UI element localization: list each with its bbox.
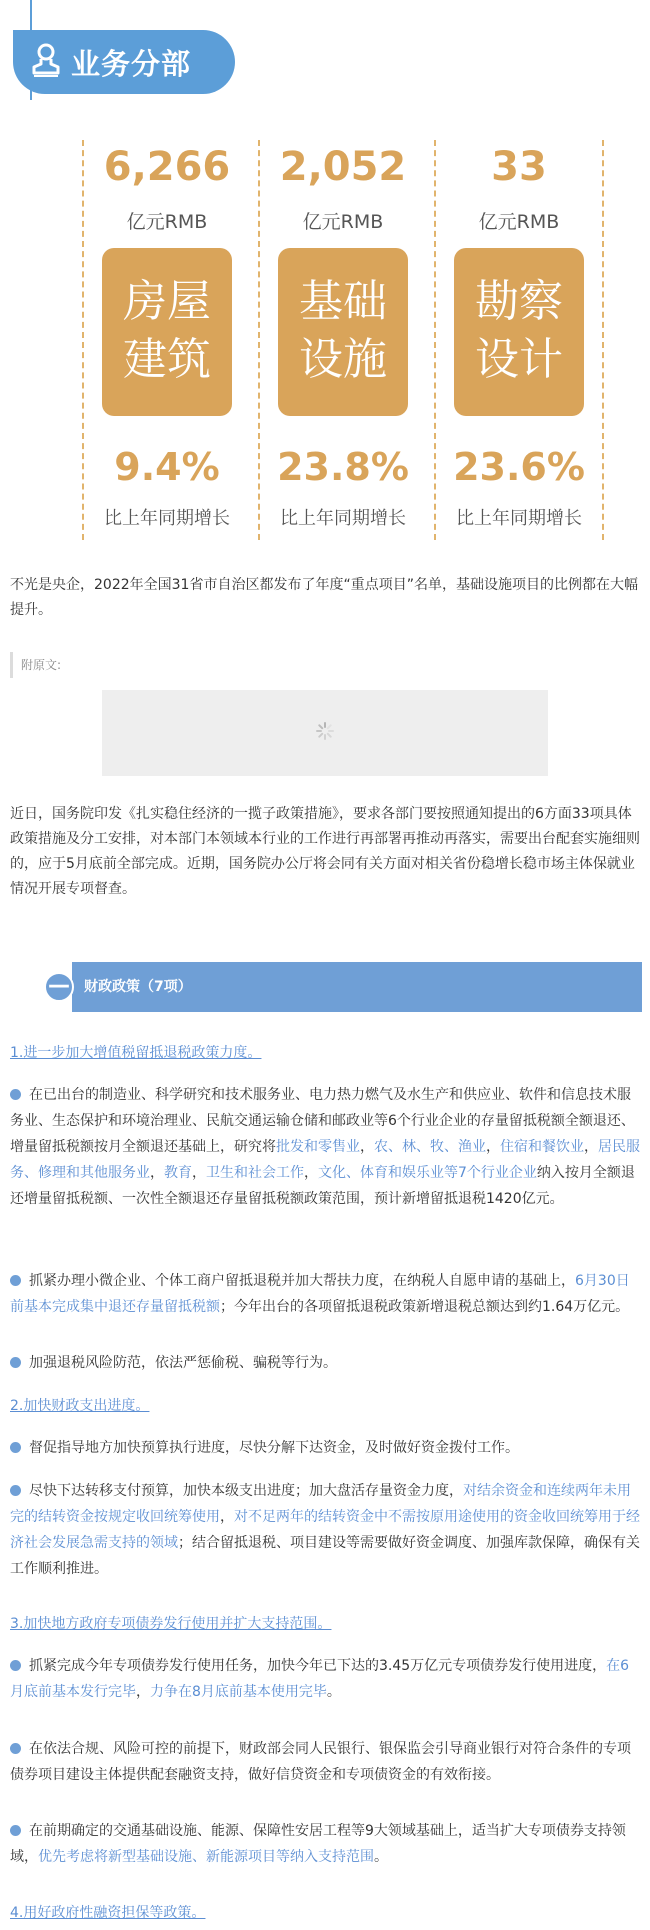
stat-card-line1: 勘察 <box>475 276 563 327</box>
stat-growth: 9.4% <box>114 445 220 489</box>
person-stamp-icon <box>31 43 61 81</box>
stat-value: 33 <box>491 144 547 190</box>
stat-value: 2,052 <box>279 144 407 190</box>
intro-paragraph: 不光是央企，2022年全国31省市自治区都发布了年度“重点项目”名单，基础设施项目的比例都在大幅提升。 <box>10 577 638 618</box>
stat-card-line2: 设计 <box>475 334 563 385</box>
stat-unit: 亿元RMB <box>126 211 208 233</box>
policy-heading-1[interactable]: 1.进一步加大增值税留抵退税政策力度。 <box>10 1045 262 1061</box>
bullet-dot-icon <box>10 1660 21 1671</box>
bullet-dot-icon <box>10 1442 21 1453</box>
badge-title: 业务分部 <box>71 46 192 81</box>
stat-card <box>454 248 584 416</box>
stat-card <box>278 248 408 416</box>
stat-unit: 亿元RMB <box>302 211 384 233</box>
policy-heading-3[interactable]: 3.加快地方政府专项债券发行使用并扩大支持范围。 <box>10 1616 332 1632</box>
stat-growth-label: 比上年同期增长 <box>104 508 230 529</box>
bullet-dot-icon <box>10 1275 21 1286</box>
policy-heading-2[interactable]: 2.加快财政支出进度。 <box>10 1398 150 1414</box>
stat-growth: 23.6% <box>453 445 585 489</box>
stat-column-infrastructure <box>258 140 428 540</box>
bullet-dot-icon <box>10 1825 21 1836</box>
policy-heading-4[interactable]: 4.用好政府性融资担保等政策。 <box>10 1905 206 1921</box>
policy-item-6: 抓紧完成今年专项债券发行使用任务，加快今年已下达的3.45万亿元专项债券发行使用进度，在6月底前基本发行完毕，力争在8月底前基本使用完毕。 <box>10 1658 630 1700</box>
stat-card-line2: 建筑 <box>123 334 211 385</box>
stat-card-line2: 设施 <box>299 334 387 385</box>
stat-column-survey-design <box>434 140 604 540</box>
policy-item-5: 尽快下达转移支付预算，加快本级支出进度；加大盘活存量资金力度，对结余资金和连续两年未用完的结转资金按规定收回统筹使用，对不足两年的结转资金中不需按原用途使用的资金收回统筹用于经济社会发展急需支持的领域；结合留抵退税、项目建设等需要做好资金调度、加强库款保障，确保有关工作顺利推进。 <box>10 1483 640 1577</box>
policy-item-1: 在已出台的制造业、科学研究和技术服务业、电力热力燃气及水生产和供应业、软件和信息技术服务业、生态保护和环境治理业、民航交通运输仓储和邮政业等6个行业企业的存量留抵税额全额退还、增量留抵税额按月全额退还基础上，研究将批发和零售业，农、林、牧、渔业，住宿和餐饮业，居民服务、修理和其他服务业，教育，卫生和社会工作，文化、体育和娱乐业等7个行业企业纳入按月全额退还增量留抵税额、一次性全额退还存量留抵税额政策范围，预计新增留抵退税1420亿元。 <box>10 1087 640 1207</box>
notice-paragraph: 近日，国务院印发《扎实稳住经济的一揽子政策措施》，要求各部门要按照通知提出的6方面33项具体政策措施及分工安排，对本部门本领域本行业的工作进行再部署再推动再落实，需要出台配套实施细则的，应于5月底前全部完成。近期，国务院办公厅将会同有关方面对相关省份稳增长稳市场主体保就业情况开展专项督查。 <box>10 806 640 897</box>
stat-card-line1: 房屋 <box>123 276 211 327</box>
policy-item-8: 在前期确定的交通基础设施、能源、保障性安居工程等9大领域基础上，适当扩大专项债券支持领域，优先考虑将新型基础设施、新能源项目等纳入支持范围。 <box>10 1823 626 1865</box>
stat-value: 6,266 <box>103 144 231 190</box>
minus-circle-icon: — <box>44 972 74 1002</box>
stat-card <box>102 248 232 416</box>
bullet-dot-icon <box>10 1743 21 1754</box>
bullet-dot-icon <box>10 1089 21 1100</box>
policy-item-2: 抓紧办理小微企业、个体工商户留抵退税并加大帮扶力度，在纳税人自愿申请的基础上，6月30日前基本完成集中退还存量留抵税额；今年出台的各项留抵退税政策新增退税总额达到约1.64万亿元。 <box>10 1273 630 1315</box>
policy-item-7: 在依法合规、风险可控的前提下，财政部会同人民银行、银保监会引导商业银行对符合条件的专项债券项目建设主体提供配套融资支持，做好信贷资金和专项债资金的有效衔接。 <box>10 1741 631 1783</box>
stat-unit: 亿元RMB <box>478 211 560 233</box>
bullet-dot-icon <box>10 1485 21 1496</box>
stat-growth-label: 比上年同期增长 <box>456 508 582 529</box>
policy-item-4: 督促指导地方加快预算执行进度，尽快分解下达资金，及时做好资金拨付工作。 <box>10 1435 640 1461</box>
loading-spinner-icon <box>315 721 335 745</box>
attachment-image-placeholder[interactable] <box>102 690 548 776</box>
stat-column-housing <box>82 140 252 540</box>
stat-card-line1: 基础 <box>299 276 387 327</box>
stat-growth-label: 比上年同期增长 <box>280 508 406 529</box>
section-badge <box>13 30 235 94</box>
section-title: 财政政策（7项） <box>84 979 192 995</box>
attachment-label: 附原文: <box>10 652 61 678</box>
bullet-dot-icon <box>10 1357 21 1368</box>
policy-item-3: 加强退税风险防范，依法严惩偷税、骗税等行为。 <box>10 1350 640 1376</box>
stat-growth: 23.8% <box>277 445 409 489</box>
